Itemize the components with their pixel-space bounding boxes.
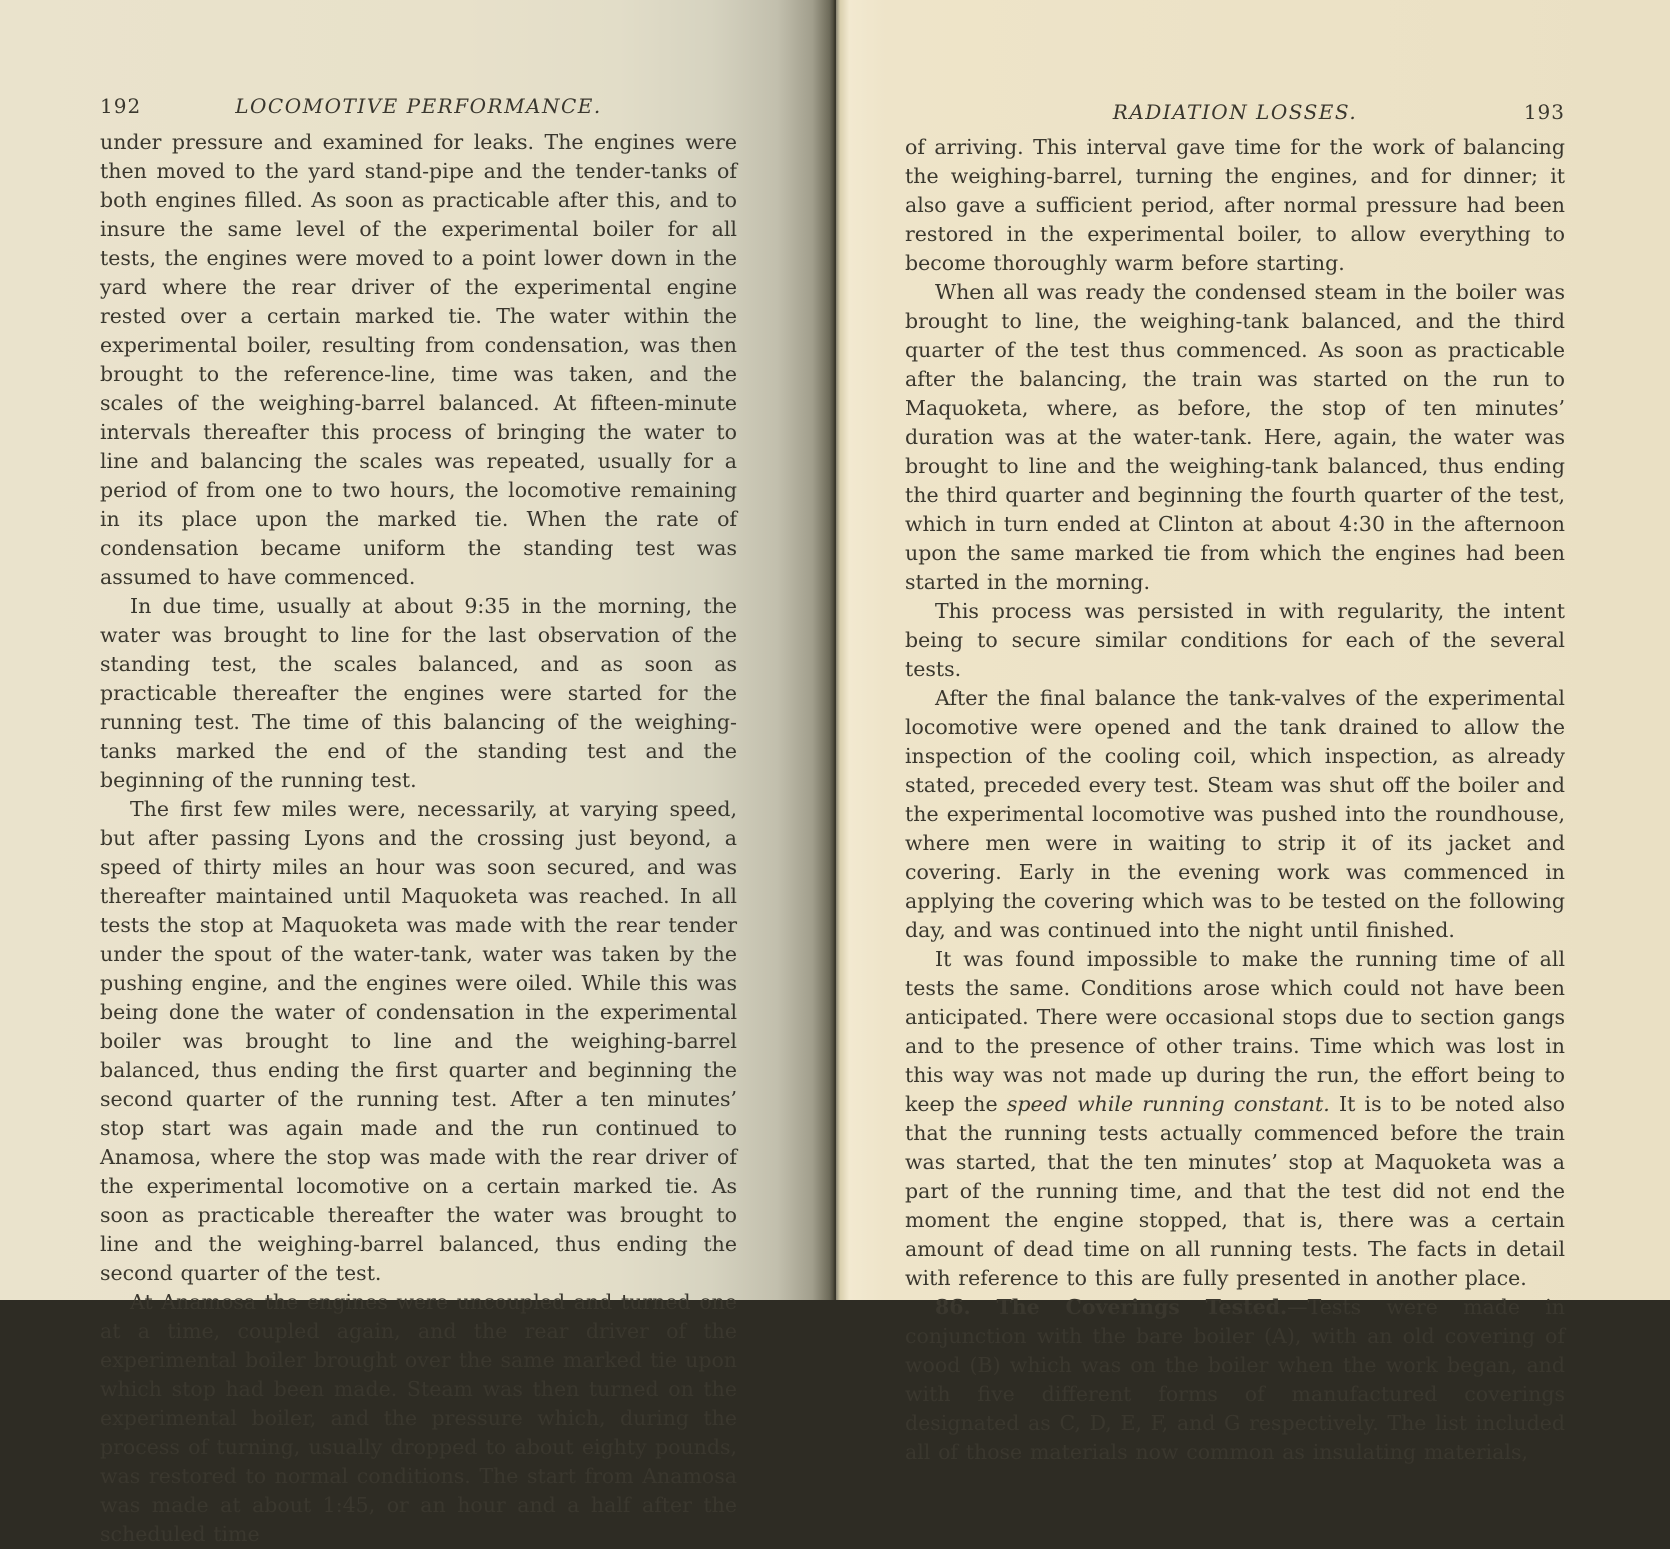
text-segment: The first few miles were, necessarily, at varying speed, but after passing Lyons and the crossing just beyond, a speed of thirty miles an hour was soon secured, and was thereafter maintained until Maquoketa was reached. In all tests the stop at Maquoketa was made with the rear tender under the spout of the water-tank, water was taken by the pushing engine, and the engines were oiled. While this was being done the water of condensation in the experimental boiler was brought to line and the weighing-barrel balanced, thus ending the first quarter and beginning the second quarter of the running test. After a ten minutes’ stop start was again made and the run continued to Anamosa, where the stop was made with the rear driver of the experimental locomotive on a certain marked tie. As soon as practicable thereafter the water was brought to line and the weighing-barrel balanced, thus ending the second quarter of the test. bbox=[100, 797, 737, 1285]
paragraph bbox=[905, 1293, 1565, 1467]
paragraph bbox=[100, 795, 737, 1288]
left-running-header bbox=[100, 94, 737, 122]
paragraph bbox=[100, 1288, 737, 1549]
text-segment: under pressure and examined for leaks. The engines were then moved to the yard stand-pipe and the tender-tanks of both engines filled. As soon as practicable after this, and to insure the same level of the experimental boiler for all tests, the engines were moved to a point lower down in the yard where the rear driver of the experimental engine rested over a certain marked tie. The water within the experimental boiler, resulting from condensation, was then brought to the reference-line, time was taken, and the scales of the weighing-barrel balanced. At fifteen-minute intervals thereafter this process of bringing the water to line and balancing the scales was repeated, usually for a period of from one to two hours, the locomotive remaining in its place upon the marked tie. When the rate of condensation became uniform the standing test was assumed to have commenced. bbox=[100, 130, 737, 589]
paragraph bbox=[905, 278, 1565, 597]
text-segment: It was found impossible to make the running time of all tests the same. Conditions arose which could not have been anticipated. There were occasional stops due to section gangs and to the presence of other trains. Time which was lost in this way was not made up during the run, the effort being to keep the bbox=[905, 947, 1565, 1116]
left-page bbox=[0, 0, 836, 1546]
right-page-number: 193 bbox=[1523, 100, 1565, 124]
text-segment: When all was ready the condensed steam in the boiler was brought to line, the weighing-tank balanced, and the third quarter of the test thus commenced. As soon as practicable after the balancing, the train was started on the run to Maquoketa, where, as before, the stop of ten minutes’ duration was at the water-tank. Here, again, the water was brought to line and the weighing-tank balanced, thus ending the third quarter and beginning the fourth quarter of the test, which in turn ended at Clinton at about 4:30 in the afternoon upon the same marked tie from which the engines had been started in the morning. bbox=[905, 280, 1565, 594]
text-segment: This process was persisted in with regularity, the intent being to secure similar conditions for each of the several tests. bbox=[905, 599, 1565, 681]
right-running-head-title: RADIATION LOSSES. bbox=[1112, 100, 1358, 124]
left-running-head-title: LOCOMOTIVE PERFORMANCE. bbox=[235, 94, 602, 118]
paragraph bbox=[905, 597, 1565, 684]
text-segment: In due time, usually at about 9:35 in the morning, the water was brought to line for the last observation of the standing test, the scales balanced, and as soon as practicable thereafter the engines were started for the running test. The time of this balancing of the weighing-tanks marked the end of the standing test and the beginning of the running test. bbox=[100, 594, 737, 792]
paragraph bbox=[100, 592, 737, 795]
right-page-body bbox=[905, 133, 1565, 1467]
right-page bbox=[836, 0, 1670, 1464]
text-segment: —Tests were made in conjunction with the bare boiler (A), with an old covering of wood (B) which was on the boiler when the work began, and with five different forms of manufactured coverings designated as C, D, E, F, and G respectively. The list included all of those materials now common as insulating materials, bbox=[905, 1295, 1565, 1464]
text-segment: speed while running constant. bbox=[1006, 1092, 1330, 1116]
paragraph bbox=[905, 133, 1565, 278]
paragraph bbox=[905, 945, 1565, 1293]
text-segment: After the final balance the tank-valves of the experimental locomotive were opened and the tank drained to allow the inspection of the cooling coil, which inspection, as already stated, preceded every test. Steam was shut off the boiler and the experimental locomotive was pushed into the roundhouse, where men were in waiting to strip it of its jacket and covering. Early in the evening work was commenced in applying the covering which was to be tested on the following day, and was continued into the night until finished. bbox=[905, 686, 1565, 942]
paragraph bbox=[905, 684, 1565, 945]
left-page-number: 192 bbox=[100, 94, 142, 118]
text-segment: of arriving. This interval gave time for the work of balancing the weighing-barrel, turning the engines, and for dinner; it also gave a sufficient period, after normal pressure had been restored in the experimental boiler, to allow everything to become thoroughly warm before starting. bbox=[905, 135, 1565, 275]
right-running-header bbox=[905, 100, 1565, 128]
text-segment: At Anamosa the engines were uncoupled and turned one at a time, coupled again, and the rear driver of the experimental boiler brought over the same marked tie upon which stop had been made. Steam was then turned on the experimental boiler, and the pressure which, during the process of turning, usually dropped to about eighty pounds, was restored to normal conditions. The start from Anamosa was made at about 1:45, or an hour and a half after the scheduled time bbox=[100, 1290, 737, 1546]
text-segment: It is to be noted also that the running tests actually commenced before the train was started, that the ten minutes’ stop at Maquoketa was a part of the running time, and that the test did not end the moment the engine stopped, that is, there was a certain amount of dead time on all running tests. The facts in detail with reference to this are fully presented in another place. bbox=[905, 1092, 1565, 1290]
text-segment: 86. The Coverings Tested. bbox=[935, 1295, 1288, 1319]
left-page-body bbox=[100, 128, 737, 1549]
paragraph bbox=[100, 128, 737, 592]
